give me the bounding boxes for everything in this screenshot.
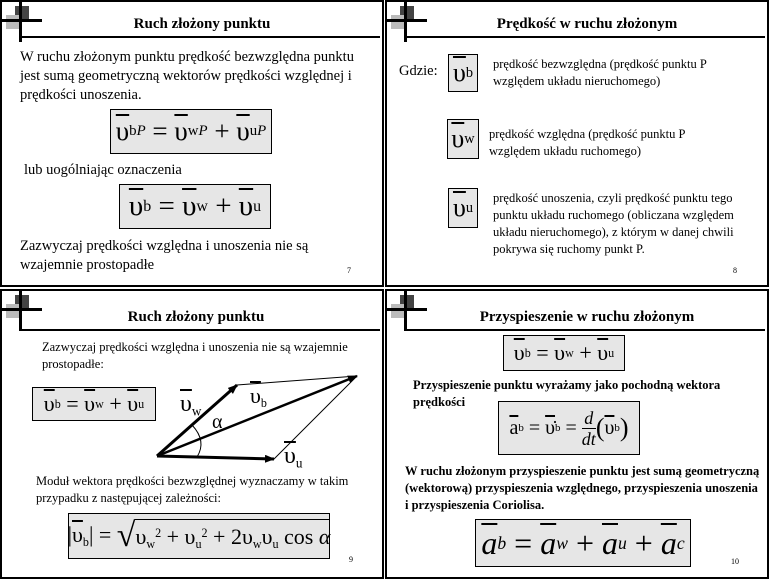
- label-vb: [250, 383, 267, 411]
- slide-10: [385, 289, 769, 579]
- where-label: Gdzie:: [399, 63, 438, 79]
- vector-subscript: w: [191, 403, 202, 419]
- page-number: 9: [349, 555, 353, 564]
- definition-vu: [493, 190, 763, 258]
- acceleration-coriolis-text: [405, 463, 765, 514]
- symbol-box-vw: $\overline{\upsilon}$ w: [447, 119, 479, 159]
- vector-subscript: b: [260, 396, 267, 411]
- slide-corner-decoration: [387, 2, 431, 46]
- text-line: prędkość względna (prędkość punktu P: [489, 127, 686, 141]
- title-rule: [405, 329, 765, 331]
- outro-text: [36, 473, 381, 507]
- text-line: i przyspieszenia Coriolisa.: [405, 498, 545, 512]
- mid-text: lub uogólniając oznaczenia: [24, 162, 182, 178]
- slide-9: [0, 289, 384, 579]
- formula-box-velocity-sum: $\overline{\upsilon}$ b = $\overline{\upsilon}$ w + $\overline{\upsilon}$ u: [32, 387, 156, 421]
- symbol-subscript: b: [465, 64, 474, 81]
- slide-corner-decoration: [2, 2, 46, 46]
- text-line: jest sumą geometryczną wektorów prędkości względnej i: [20, 68, 352, 84]
- text-line: Zazwyczaj prędkości względna i unoszenia nie są: [20, 238, 309, 254]
- slide-title: Prędkość w ruchu złożonym: [496, 16, 678, 32]
- intro-text: [20, 48, 380, 105]
- label-vw: [180, 391, 201, 420]
- symbol-subscript: u: [465, 199, 474, 216]
- formula-box-velocity-sum: $\overline{\upsilon}$ b = $\overline{\upsilon}$ w + $\overline{\upsilon}$ u: [503, 335, 625, 371]
- text-line: prędkość unoszenia, czyli prędkość punktu tego: [493, 191, 733, 205]
- text-line: prędkości unoszenia.: [20, 87, 142, 103]
- formula-box-velocity-sum-general: $\overline{\upsilon}$ b = $\overline{\upsilon}$ w + $\overline{\upsilon}$ u: [119, 184, 271, 229]
- slide-7: [0, 0, 384, 287]
- slide-title: Ruch złożony punktu: [133, 16, 271, 32]
- definition-vb: [493, 56, 763, 90]
- slide-title: Ruch złożony punktu: [127, 309, 265, 325]
- formula-box-derivative: $\overline{a}$ b = υ̇ b = d dt ( $\overline{\upsilon}$ b ): [498, 401, 640, 455]
- text-line: punktu układu ruchomego (obliczana względem: [493, 208, 734, 222]
- title-rule: [20, 36, 380, 38]
- formula-box-magnitude: $|\overline{\upsilon}_b|$ = √ $\upsilon_w^2 + \upsilon_u^2 + 2\upsilon_w\upsilon_u$ cos α: [68, 513, 330, 559]
- label-alpha: α: [212, 411, 223, 433]
- slide-8: [385, 0, 769, 287]
- title-rule: [405, 36, 765, 38]
- text-line: względem układu ruchomego): [489, 144, 642, 158]
- vector-symbol: $\overline{\upsilon}$: [250, 383, 261, 408]
- text-line: względem układu nieruchomego): [493, 74, 661, 88]
- text-line: prostopadłe:: [42, 357, 104, 371]
- page-number: 10: [731, 557, 739, 566]
- text-line: układu nieruchomego), z którym w danej chwili: [493, 225, 734, 239]
- text-line: Zazwyczaj prędkości względna i unoszenia nie są wzajemnie: [42, 340, 348, 354]
- label-vu: [284, 443, 302, 472]
- text-line: prędkości: [413, 395, 466, 409]
- symbol-box-vb: $\overline{\upsilon}$ b: [448, 54, 478, 92]
- symbol-subscript: w: [464, 130, 475, 147]
- vector-subscript: u: [295, 455, 303, 471]
- text-line: pokrywa się ruchomy punkt P.: [493, 242, 645, 256]
- text-line: przypadku z następującej zależności:: [36, 491, 221, 505]
- vector-symbol: $\overline{\upsilon}$: [180, 391, 192, 417]
- page-number: 7: [347, 266, 351, 275]
- title-rule: [20, 329, 380, 331]
- symbol-box-vu: $\overline{\upsilon}$ u: [448, 188, 478, 228]
- vector-vu-arrow: [157, 456, 274, 459]
- formula-box-acceleration-sum: $\overline{a}$ b = $\overline{a}$ w + $\overline{a}$ u + $\overline{a}$ c: [475, 519, 691, 567]
- text-line: Moduł wektora prędkości bezwzględnej wyznaczamy w takim: [36, 474, 349, 488]
- text-line: prędkość bezwzględna (prędkość punktu P: [493, 57, 707, 71]
- definition-vw: [489, 126, 759, 160]
- text-line: Przyspieszenie punktu wyrażamy jako pochodną wektora: [413, 378, 721, 392]
- outro-text: [20, 237, 380, 275]
- slide-title: Przyspieszenie w ruchu złożonym: [479, 309, 695, 325]
- text-line: (wektorową) przyspieszenia względnego, przyspieszenia unoszenia: [405, 481, 758, 495]
- vector-symbol: $\overline{\upsilon}$: [284, 443, 296, 469]
- text-line: W ruchu złożonym przyspieszenie punktu jest sumą geometryczną: [405, 464, 760, 478]
- page-number: 8: [733, 266, 737, 275]
- text-line: wzajemnie prostopadłe: [20, 257, 155, 273]
- text-line: W ruchu złożonym punktu prędkość bezwzględna punktu: [20, 49, 354, 65]
- formula-box-velocity-sum: $\overline{\upsilon}$ bP = $\overline{\upsilon}$ wP + $\overline{\upsilon}$ uP: [110, 109, 272, 154]
